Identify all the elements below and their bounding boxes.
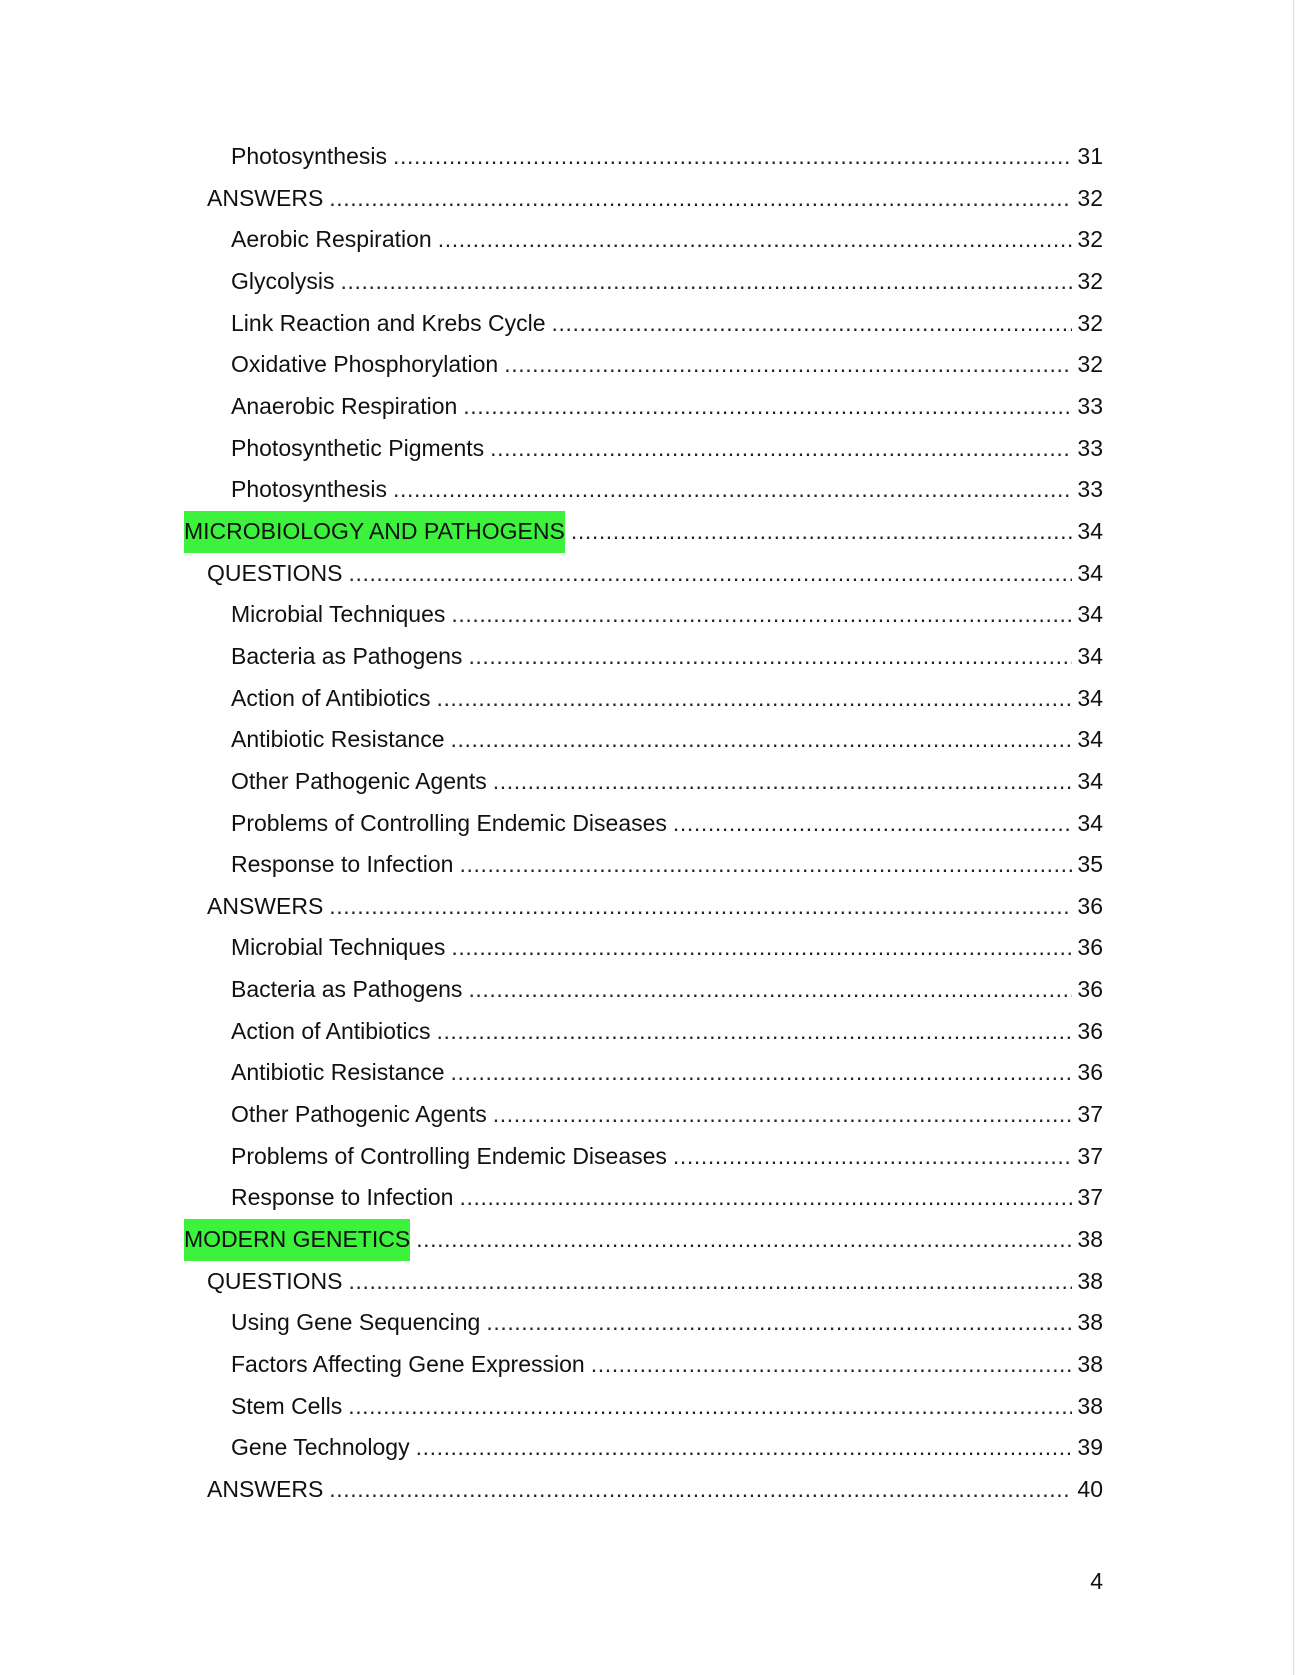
toc-entry-page: 38 [1077, 1309, 1103, 1336]
toc-entry-label: Factors Affecting Gene Expression [231, 1351, 585, 1378]
toc-entry[interactable] [184, 761, 1103, 803]
toc-entry-label: Using Gene Sequencing [231, 1309, 481, 1336]
toc-chapter-label: MODERN GENETICS [184, 1219, 410, 1261]
toc-entry-page: 36 [1077, 892, 1103, 919]
toc-entry-label: ANSWERS [207, 184, 324, 211]
toc-entry[interactable] [184, 1302, 1103, 1344]
dot-leader [348, 1261, 1072, 1303]
toc-entry-page: 32 [1077, 226, 1103, 253]
dot-leader [504, 344, 1072, 386]
dot-leader [591, 1344, 1072, 1386]
dot-leader [552, 303, 1073, 345]
toc-entry[interactable] [184, 469, 1103, 511]
toc-entry-label: Antibiotic Resistance [231, 1059, 445, 1086]
toc-entry-page: 38 [1077, 1351, 1103, 1378]
toc-entry[interactable] [184, 219, 1103, 261]
toc-entry[interactable] [184, 428, 1103, 470]
toc-entry[interactable] [184, 261, 1103, 303]
toc-entry-page: 36 [1077, 1059, 1103, 1086]
toc-entry[interactable] [184, 303, 1103, 345]
toc-entry-page: 33 [1077, 434, 1103, 461]
toc-entry-label: Problems of Controlling Endemic Diseases [231, 1142, 667, 1169]
toc-entry[interactable] [184, 1011, 1103, 1053]
dot-leader [493, 1094, 1072, 1136]
dot-leader [451, 719, 1073, 761]
toc-entry-label: Other Pathogenic Agents [231, 767, 487, 794]
toc-entry-label: Problems of Controlling Endemic Diseases [231, 809, 667, 836]
dot-leader [451, 1052, 1073, 1094]
dot-leader [436, 1011, 1072, 1053]
toc-entry-page: 32 [1077, 184, 1103, 211]
dot-leader [459, 1177, 1072, 1219]
toc-entry[interactable] [184, 1344, 1103, 1386]
toc-entry-label: Action of Antibiotics [231, 684, 431, 711]
toc-entry-label: QUESTIONS [207, 1267, 343, 1294]
toc-entry-page: 39 [1077, 1434, 1103, 1461]
toc-entry-label: Gene Technology [231, 1434, 410, 1461]
toc-entry[interactable] [184, 1469, 1103, 1511]
dot-leader [329, 886, 1072, 928]
toc-entry-page: 34 [1077, 517, 1103, 544]
toc-entry-label: Microbial Techniques [231, 601, 446, 628]
toc-entry-page: 37 [1077, 1184, 1103, 1211]
toc-entry-page: 35 [1077, 851, 1103, 878]
dot-leader [436, 678, 1072, 720]
dot-leader [490, 428, 1072, 470]
toc-entry-page: 33 [1077, 392, 1103, 419]
toc-entry[interactable] [184, 1177, 1103, 1219]
dot-leader [451, 927, 1072, 969]
dot-leader [393, 469, 1072, 511]
toc-entry-page: 32 [1077, 309, 1103, 336]
toc-entry-label: Oxidative Phosphorylation [231, 351, 499, 378]
toc-entry-label: Antibiotic Resistance [231, 726, 445, 753]
dot-leader [416, 1219, 1072, 1261]
toc-entry-page: 31 [1077, 143, 1103, 169]
toc-entry[interactable] [184, 553, 1103, 595]
toc-entry-label: Photosynthesis [231, 143, 387, 169]
toc-entry-label: Link Reaction and Krebs Cycle [231, 309, 546, 336]
toc-entry-page: 36 [1077, 1017, 1103, 1044]
toc-entry-page: 40 [1077, 1476, 1103, 1502]
toc-entry-page: 34 [1077, 809, 1103, 836]
dot-leader [468, 636, 1072, 678]
toc-entry[interactable] [184, 594, 1103, 636]
toc-entry[interactable] [184, 678, 1103, 720]
toc-entry[interactable] [184, 178, 1103, 220]
dot-leader [348, 1386, 1072, 1428]
toc-entry[interactable] [184, 1094, 1103, 1136]
toc-entry-page: 36 [1077, 934, 1103, 961]
toc-entry[interactable] [184, 636, 1103, 678]
toc-entry[interactable] [184, 1427, 1103, 1469]
toc-entry-page: 38 [1077, 1267, 1103, 1294]
toc-chapter-entry[interactable] [184, 511, 1103, 553]
dot-leader [459, 844, 1072, 886]
toc-entry-page: 34 [1077, 767, 1103, 794]
toc-entry-label: Aerobic Respiration [231, 226, 432, 253]
dot-leader [416, 1427, 1072, 1469]
dot-leader [438, 219, 1072, 261]
toc-entry-page: 37 [1077, 1101, 1103, 1128]
toc-entry-page: 34 [1077, 642, 1103, 669]
toc-entry[interactable] [184, 136, 1103, 178]
toc-entry-label: Stem Cells [231, 1392, 343, 1419]
toc-entry[interactable] [184, 886, 1103, 928]
toc-entry[interactable] [184, 344, 1103, 386]
dot-leader [571, 511, 1072, 553]
toc-entry-label: Photosynthetic Pigments [231, 434, 485, 461]
toc-entry[interactable] [184, 1052, 1103, 1094]
toc-entry-label: Response to Infection [231, 1184, 454, 1211]
toc-entry-page: 34 [1077, 684, 1103, 711]
dot-leader [673, 803, 1072, 845]
toc-entry-page: 32 [1077, 267, 1103, 294]
dot-leader [468, 969, 1072, 1011]
toc-entry[interactable] [184, 803, 1103, 845]
dot-leader [493, 761, 1072, 803]
dot-leader [673, 1136, 1072, 1178]
toc-entry-label: Anaerobic Respiration [231, 392, 458, 419]
dot-leader [341, 261, 1072, 303]
table-of-contents [184, 136, 1103, 1511]
toc-entry-label: Microbial Techniques [231, 934, 446, 961]
toc-entry[interactable] [184, 927, 1103, 969]
toc-entry-label: ANSWERS [207, 1476, 324, 1502]
toc-entry-label: Response to Infection [231, 851, 454, 878]
toc-entry[interactable] [184, 1136, 1103, 1178]
toc-entry[interactable] [184, 386, 1103, 428]
toc-entry-page: 34 [1077, 559, 1103, 586]
toc-entry-label: Other Pathogenic Agents [231, 1101, 487, 1128]
toc-chapter-label: MICROBIOLOGY AND PATHOGENS [184, 511, 565, 553]
page-number: 4 [1090, 1568, 1103, 1594]
toc-entry-page: 33 [1077, 476, 1103, 503]
dot-leader [329, 1469, 1072, 1511]
toc-chapter-entry[interactable] [184, 1219, 1103, 1261]
dot-leader [451, 594, 1072, 636]
toc-entry[interactable] [184, 719, 1103, 761]
toc-entry[interactable] [184, 844, 1103, 886]
dot-leader [348, 553, 1072, 595]
toc-entry[interactable] [184, 1386, 1103, 1428]
dot-leader [486, 1302, 1072, 1344]
toc-entry-label: Photosynthesis [231, 476, 387, 503]
toc-entry[interactable] [184, 1261, 1103, 1303]
toc-entry-page: 32 [1077, 351, 1103, 378]
toc-entry-page: 36 [1077, 976, 1103, 1003]
dot-leader [329, 178, 1072, 220]
toc-entry-label: Glycolysis [231, 267, 335, 294]
toc-entry-page: 37 [1077, 1142, 1103, 1169]
toc-entry-label: ANSWERS [207, 892, 324, 919]
dot-leader [463, 386, 1072, 428]
toc-entry-page: 38 [1077, 1392, 1103, 1419]
dot-leader [393, 136, 1072, 178]
toc-entry[interactable] [184, 969, 1103, 1011]
toc-entry-label: QUESTIONS [207, 559, 343, 586]
toc-entry-label: Action of Antibiotics [231, 1017, 431, 1044]
toc-entry-page: 34 [1077, 726, 1103, 753]
toc-entry-label: Bacteria as Pathogens [231, 976, 463, 1003]
toc-entry-page: 38 [1077, 1226, 1103, 1253]
toc-entry-page: 34 [1077, 601, 1103, 628]
toc-entry-label: Bacteria as Pathogens [231, 642, 463, 669]
